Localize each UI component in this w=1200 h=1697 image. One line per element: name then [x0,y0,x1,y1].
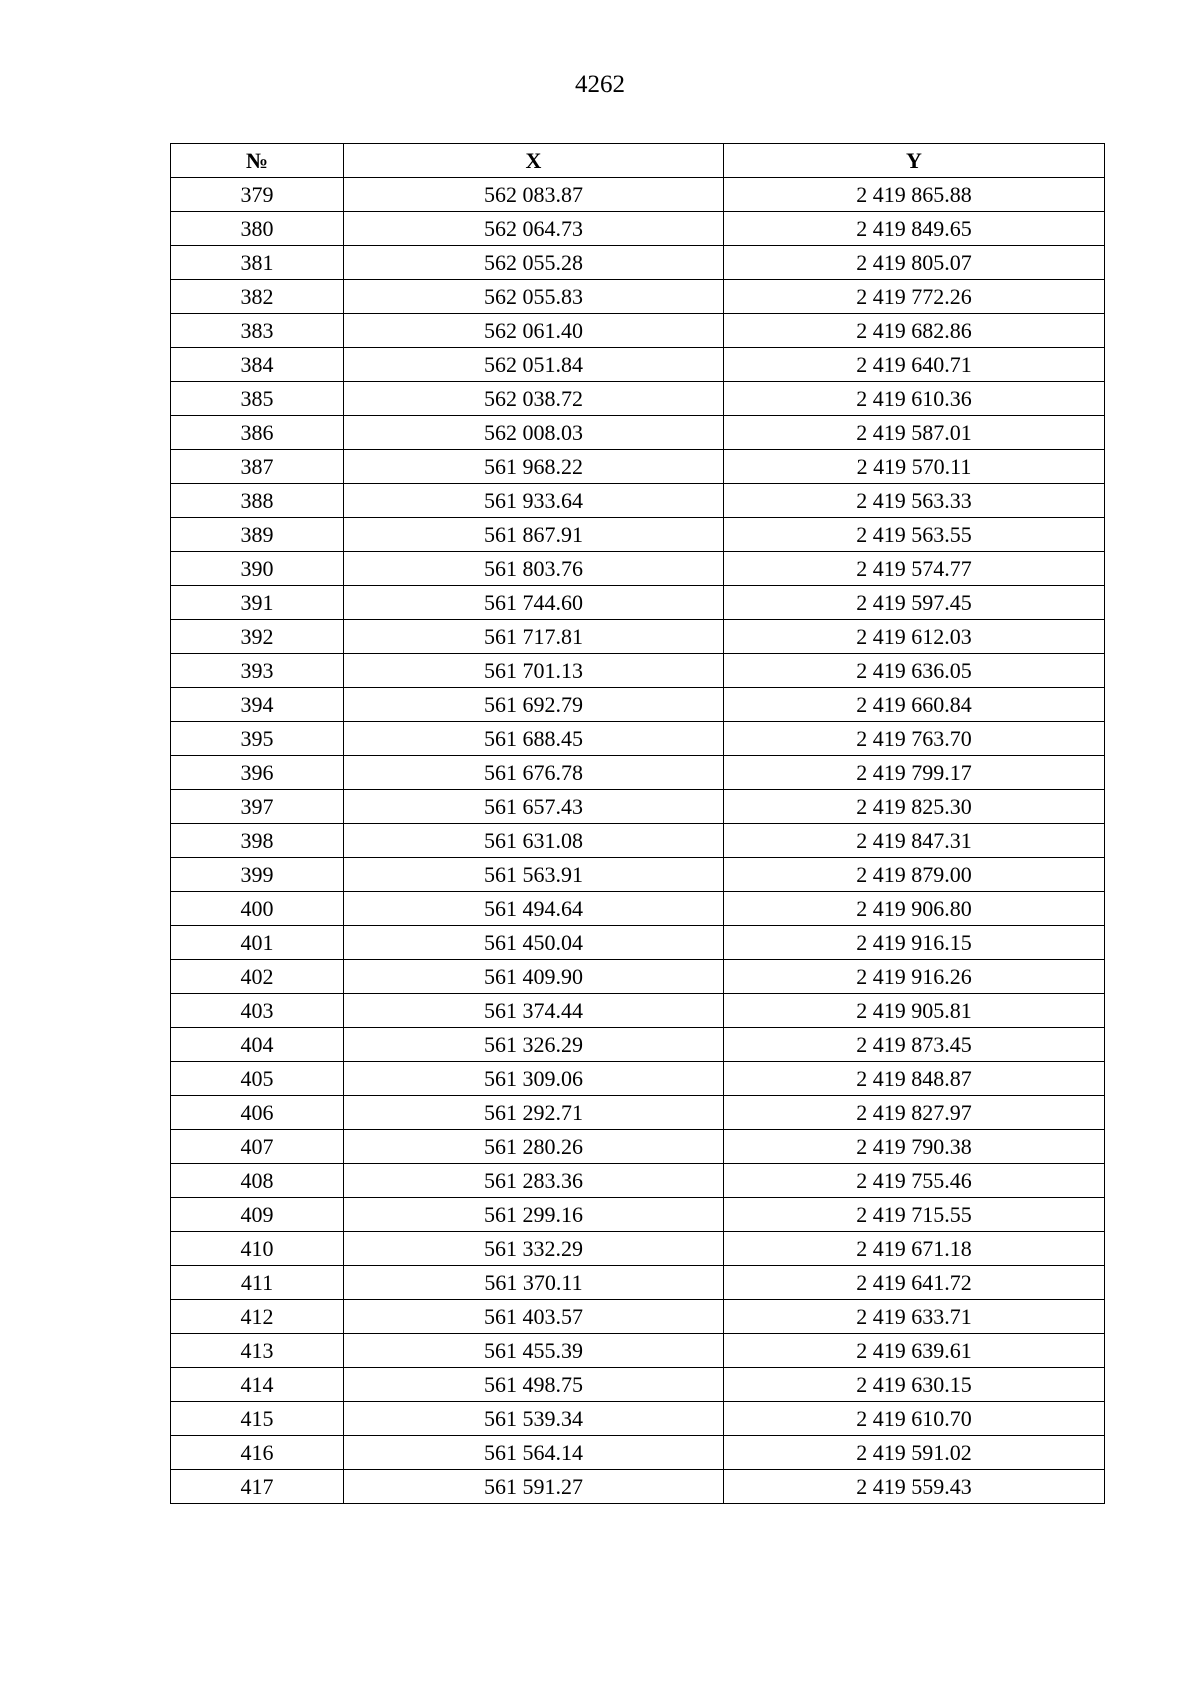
y-coordinate-cell: 2 419 641.72 [724,1266,1105,1300]
y-coordinate-cell: 2 419 639.61 [724,1334,1105,1368]
y-coordinate-cell: 2 419 715.55 [724,1198,1105,1232]
y-coordinate-cell: 2 419 755.46 [724,1164,1105,1198]
table-row [171,790,1105,824]
point-number-cell: 401 [171,926,344,960]
table-row [171,1470,1105,1504]
point-number-cell: 414 [171,1368,344,1402]
table-row [171,1266,1105,1300]
point-number-cell: 387 [171,450,344,484]
x-coordinate-cell: 561 283.36 [344,1164,724,1198]
table-row [171,1028,1105,1062]
y-coordinate-cell: 2 419 805.07 [724,246,1105,280]
x-coordinate-cell: 561 867.91 [344,518,724,552]
point-number-cell: 402 [171,960,344,994]
x-coordinate-cell: 561 280.26 [344,1130,724,1164]
y-coordinate-cell: 2 419 640.71 [724,348,1105,382]
point-number-cell: 382 [171,280,344,314]
y-coordinate-cell: 2 419 790.38 [724,1130,1105,1164]
x-coordinate-cell: 562 061.40 [344,314,724,348]
y-coordinate-cell: 2 419 559.43 [724,1470,1105,1504]
table-row [171,178,1105,212]
y-coordinate-cell: 2 419 916.26 [724,960,1105,994]
header-x: X [344,144,724,178]
point-number-cell: 396 [171,756,344,790]
y-coordinate-cell: 2 419 827.97 [724,1096,1105,1130]
y-coordinate-cell: 2 419 587.01 [724,416,1105,450]
point-number-cell: 389 [171,518,344,552]
y-coordinate-cell: 2 419 612.03 [724,620,1105,654]
table-row [171,1436,1105,1470]
x-coordinate-cell: 561 332.29 [344,1232,724,1266]
table-row [171,1232,1105,1266]
point-number-cell: 395 [171,722,344,756]
x-coordinate-cell: 562 055.83 [344,280,724,314]
x-coordinate-cell: 561 309.06 [344,1062,724,1096]
point-number-cell: 379 [171,178,344,212]
x-coordinate-cell: 561 403.57 [344,1300,724,1334]
y-coordinate-cell: 2 419 763.70 [724,722,1105,756]
y-coordinate-cell: 2 419 879.00 [724,858,1105,892]
y-coordinate-cell: 2 419 906.80 [724,892,1105,926]
y-coordinate-cell: 2 419 682.86 [724,314,1105,348]
x-coordinate-cell: 561 299.16 [344,1198,724,1232]
point-number-cell: 394 [171,688,344,722]
table-row [171,484,1105,518]
y-coordinate-cell: 2 419 772.26 [724,280,1105,314]
table-row [171,892,1105,926]
point-number-cell: 408 [171,1164,344,1198]
x-coordinate-cell: 561 563.91 [344,858,724,892]
table-row [171,824,1105,858]
point-number-cell: 400 [171,892,344,926]
table-row [171,1130,1105,1164]
table-row [171,280,1105,314]
table-row [171,586,1105,620]
point-number-cell: 390 [171,552,344,586]
point-number-cell: 385 [171,382,344,416]
point-number-cell: 384 [171,348,344,382]
x-coordinate-cell: 561 631.08 [344,824,724,858]
table-row [171,416,1105,450]
table-row [171,722,1105,756]
x-coordinate-cell: 561 591.27 [344,1470,724,1504]
y-coordinate-cell: 2 419 591.02 [724,1436,1105,1470]
x-coordinate-cell: 561 701.13 [344,654,724,688]
x-coordinate-cell: 561 292.71 [344,1096,724,1130]
table-row [171,246,1105,280]
x-coordinate-cell: 561 370.11 [344,1266,724,1300]
y-coordinate-cell: 2 419 633.71 [724,1300,1105,1334]
table-row [171,1096,1105,1130]
y-coordinate-cell: 2 419 610.36 [724,382,1105,416]
x-coordinate-cell: 561 374.44 [344,994,724,1028]
x-coordinate-cell: 561 539.34 [344,1402,724,1436]
x-coordinate-cell: 561 455.39 [344,1334,724,1368]
x-coordinate-cell: 561 676.78 [344,756,724,790]
x-coordinate-cell: 561 450.04 [344,926,724,960]
y-coordinate-cell: 2 419 799.17 [724,756,1105,790]
point-number-cell: 398 [171,824,344,858]
y-coordinate-cell: 2 419 848.87 [724,1062,1105,1096]
table-row [171,960,1105,994]
table-row [171,620,1105,654]
table-row [171,348,1105,382]
point-number-cell: 412 [171,1300,344,1334]
point-number-cell: 386 [171,416,344,450]
y-coordinate-cell: 2 419 563.55 [724,518,1105,552]
x-coordinate-cell: 561 717.81 [344,620,724,654]
y-coordinate-cell: 2 419 873.45 [724,1028,1105,1062]
coordinates-table [170,143,1105,1504]
x-coordinate-cell: 561 657.43 [344,790,724,824]
point-number-cell: 416 [171,1436,344,1470]
x-coordinate-cell: 561 326.29 [344,1028,724,1062]
y-coordinate-cell: 2 419 636.05 [724,654,1105,688]
y-coordinate-cell: 2 419 574.77 [724,552,1105,586]
table-row [171,926,1105,960]
table-row [171,212,1105,246]
y-coordinate-cell: 2 419 597.45 [724,586,1105,620]
table-row [171,688,1105,722]
point-number-cell: 381 [171,246,344,280]
y-coordinate-cell: 2 419 825.30 [724,790,1105,824]
table-row [171,1300,1105,1334]
x-coordinate-cell: 562 008.03 [344,416,724,450]
x-coordinate-cell: 562 055.28 [344,246,724,280]
table-row [171,858,1105,892]
y-coordinate-cell: 2 419 905.81 [724,994,1105,1028]
y-coordinate-cell: 2 419 847.31 [724,824,1105,858]
point-number-cell: 417 [171,1470,344,1504]
table-row [171,1062,1105,1096]
x-coordinate-cell: 561 803.76 [344,552,724,586]
table-row [171,314,1105,348]
x-coordinate-cell: 561 744.60 [344,586,724,620]
table-row [171,552,1105,586]
x-coordinate-cell: 561 688.45 [344,722,724,756]
x-coordinate-cell: 561 968.22 [344,450,724,484]
y-coordinate-cell: 2 419 563.33 [724,484,1105,518]
x-coordinate-cell: 562 083.87 [344,178,724,212]
point-number-cell: 397 [171,790,344,824]
x-coordinate-cell: 561 409.90 [344,960,724,994]
table-row [171,1368,1105,1402]
point-number-cell: 411 [171,1266,344,1300]
table-row [171,1164,1105,1198]
header-number: № [171,144,344,178]
table-row [171,1402,1105,1436]
y-coordinate-cell: 2 419 570.11 [724,450,1105,484]
header-y: Y [724,144,1105,178]
point-number-cell: 406 [171,1096,344,1130]
table-row [171,382,1105,416]
y-coordinate-cell: 2 419 660.84 [724,688,1105,722]
x-coordinate-cell: 562 051.84 [344,348,724,382]
x-coordinate-cell: 561 692.79 [344,688,724,722]
x-coordinate-cell: 562 038.72 [344,382,724,416]
point-number-cell: 403 [171,994,344,1028]
point-number-cell: 405 [171,1062,344,1096]
table-body [171,178,1105,1504]
point-number-cell: 413 [171,1334,344,1368]
point-number-cell: 380 [171,212,344,246]
table-row [171,450,1105,484]
point-number-cell: 383 [171,314,344,348]
point-number-cell: 388 [171,484,344,518]
point-number-cell: 399 [171,858,344,892]
table-row [171,994,1105,1028]
table-header [171,144,1105,178]
point-number-cell: 393 [171,654,344,688]
point-number-cell: 415 [171,1402,344,1436]
point-number-cell: 392 [171,620,344,654]
x-coordinate-cell: 561 564.14 [344,1436,724,1470]
point-number-cell: 410 [171,1232,344,1266]
table-row [171,518,1105,552]
y-coordinate-cell: 2 419 916.15 [724,926,1105,960]
point-number-cell: 404 [171,1028,344,1062]
table-row [171,654,1105,688]
table-row [171,1334,1105,1368]
y-coordinate-cell: 2 419 671.18 [724,1232,1105,1266]
x-coordinate-cell: 561 494.64 [344,892,724,926]
y-coordinate-cell: 2 419 630.15 [724,1368,1105,1402]
x-coordinate-cell: 561 933.64 [344,484,724,518]
page-number: 4262 [575,71,625,98]
y-coordinate-cell: 2 419 849.65 [724,212,1105,246]
table-header-row [171,144,1105,178]
y-coordinate-cell: 2 419 865.88 [724,178,1105,212]
x-coordinate-cell: 562 064.73 [344,212,724,246]
table-row [171,1198,1105,1232]
point-number-cell: 391 [171,586,344,620]
y-coordinate-cell: 2 419 610.70 [724,1402,1105,1436]
point-number-cell: 407 [171,1130,344,1164]
x-coordinate-cell: 561 498.75 [344,1368,724,1402]
table-row [171,756,1105,790]
point-number-cell: 409 [171,1198,344,1232]
